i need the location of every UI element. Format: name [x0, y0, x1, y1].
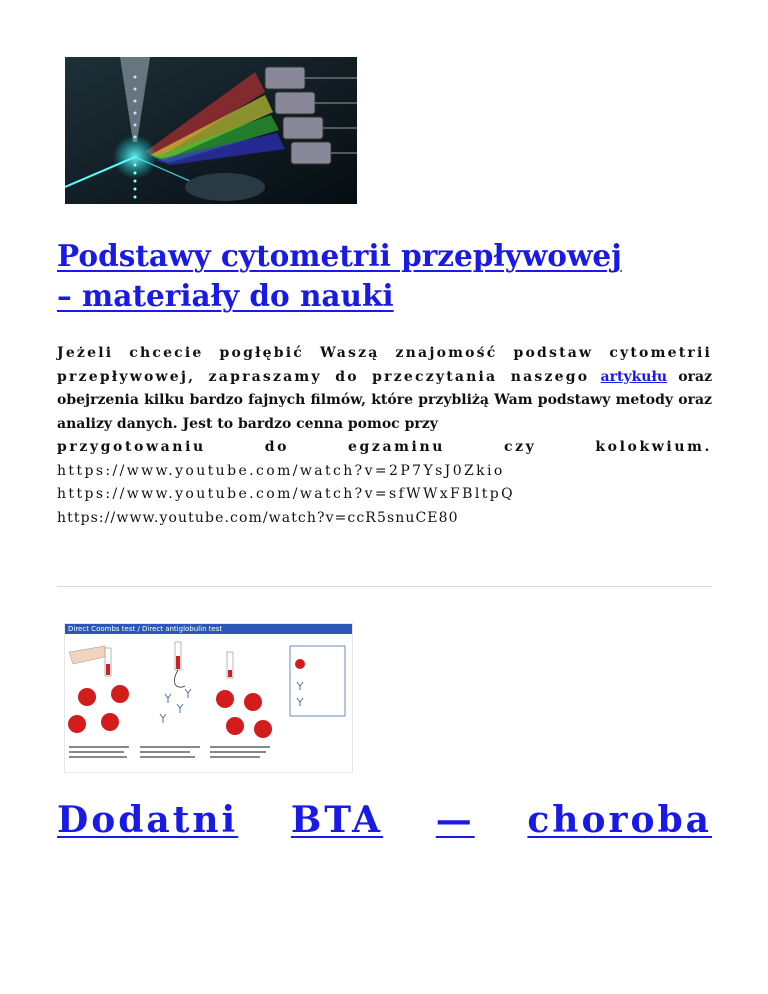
post-title — [57, 795, 712, 845]
excerpt-last-line — [57, 436, 712, 460]
excerpt-word: kolokwium. — [595, 439, 712, 455]
post-excerpt — [57, 342, 712, 530]
excerpt-text-b: oraz obejrzenia kilku bardzo fajnych filmów, które przybliżą Wam podstawy metody oraz analizy danych. Jest to bardzo cenna pomoc przy — [57, 368, 713, 432]
excerpt-word: do — [264, 439, 290, 455]
post-title-link[interactable] — [57, 238, 622, 313]
excerpt-word: przygotowaniu — [57, 439, 206, 455]
flow-cytometry-image[interactable] — [65, 57, 357, 204]
post-divider — [57, 586, 712, 587]
post-title-line-2[interactable]: – materiały do nauki — [57, 278, 394, 313]
post-title-link[interactable] — [57, 795, 712, 845]
post-title — [57, 236, 712, 316]
thumbnail-header: Direct Coombs test / Direct antiglobulin test — [65, 624, 352, 634]
title-word[interactable]: choroba — [527, 799, 712, 841]
post-title-line-1[interactable]: Podstawy cytometrii przepływowej — [57, 238, 622, 273]
youtube-url: https://www.youtube.com/watch?v=ccR5snuCE80 — [57, 509, 459, 526]
youtube-url: https://www.youtube.com/watch?v=2P7YsJ0Zkio — [57, 462, 505, 479]
coombs-test-image[interactable] — [64, 623, 353, 773]
title-word[interactable]: BTA — [290, 799, 384, 841]
title-word[interactable]: — — [435, 799, 475, 841]
title-word[interactable]: Dodatni — [57, 799, 239, 841]
excerpt-word: egzaminu — [348, 439, 446, 455]
excerpt-word: czy — [503, 439, 537, 455]
excerpt-text-a: Jeżeli chcecie pogłębić Waszą znajomość podstaw cytometrii przepływowej, zapraszamy do przeczytania naszego — [57, 345, 712, 385]
youtube-url: https://www.youtube.com/watch?v=sfWWxFBltpQ — [57, 486, 516, 502]
article-link[interactable]: artykułu — [600, 368, 668, 385]
